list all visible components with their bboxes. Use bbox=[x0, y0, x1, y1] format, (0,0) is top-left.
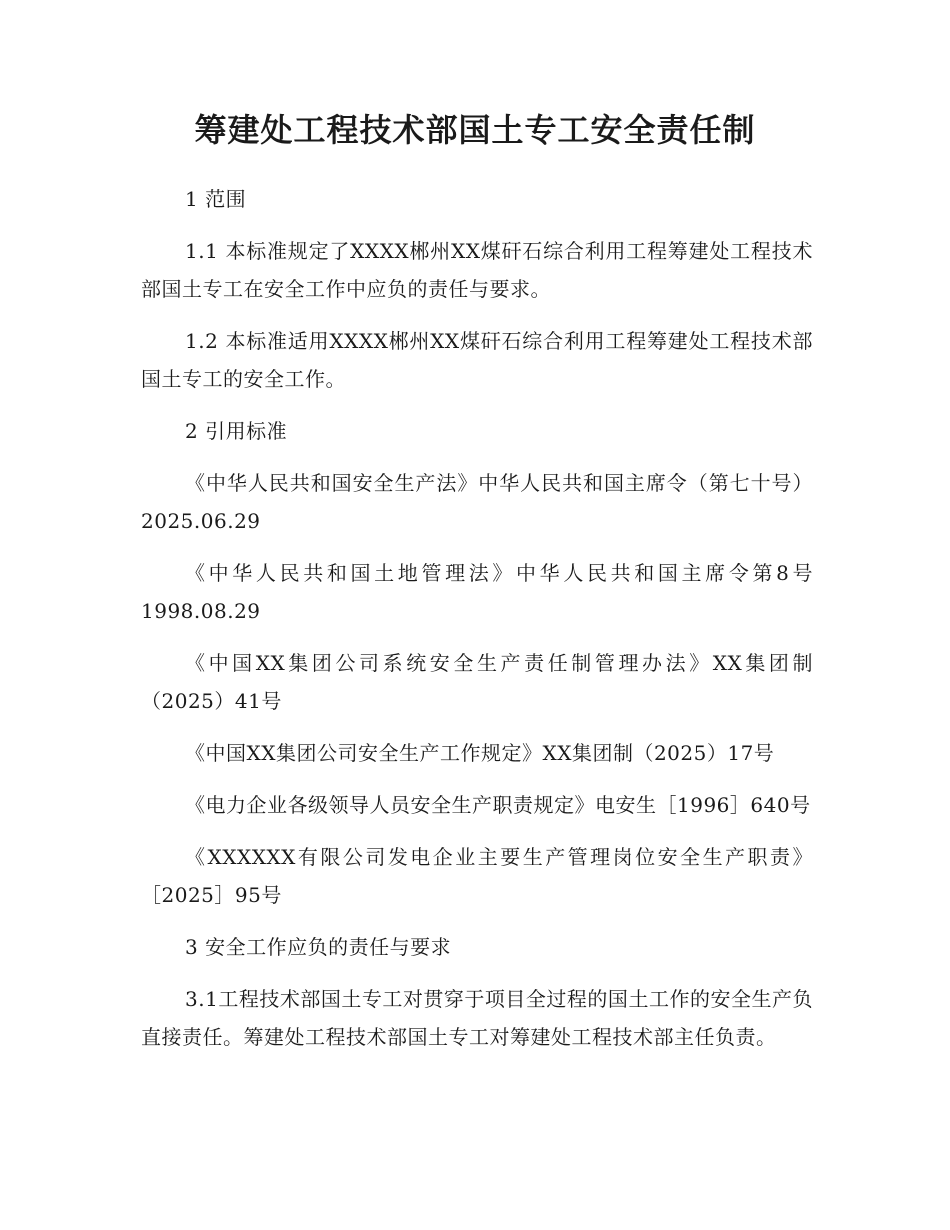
reference-item: 《XXXXXX有限公司发电企业主要生产管理岗位安全生产职责》［2025］95号 bbox=[141, 845, 813, 907]
reference-item: 《中国XX集团公司安全生产工作规定》XX集团制（2025）17号 bbox=[185, 741, 775, 765]
reference-item: 《中国XX集团公司系统安全生产责任制管理办法》XX集团制（2025）41号 bbox=[141, 651, 813, 713]
section-heading-responsibilities: 3 安全工作应负的责任与要求 bbox=[185, 935, 452, 959]
document-body bbox=[141, 166, 813, 1056]
document-title: 筹建处工程技术部国土专工安全责任制 bbox=[194, 111, 756, 149]
reference-item: 《中华人民共和国土地管理法》中华人民共和国主席令第8号1998.08.29 bbox=[141, 561, 813, 623]
clause-1-1: 1.1 本标准规定了XXXX郴州XX煤矸石综合利用工程筹建处工程技术部国土专工在安全工作中应负的责任与要求。 bbox=[141, 239, 813, 301]
clause-3-1: 3.1工程技术部国土专工对贯穿于项目全过程的国土工作的安全生产负直接责任。筹建处工程技术部国土专工对筹建处工程技术部主任负责。 bbox=[141, 987, 813, 1049]
reference-item: 《电力企业各级领导人员安全生产职责规定》电安生［1996］640号 bbox=[185, 793, 811, 817]
section-heading-scope: 1 范围 bbox=[185, 187, 247, 211]
clause-1-2: 1.2 本标准适用XXXX郴州XX煤矸石综合利用工程筹建处工程技术部国土专工的安全工作。 bbox=[141, 329, 813, 391]
section-heading-references: 2 引用标准 bbox=[185, 419, 288, 443]
reference-item: 《中华人民共和国安全生产法》中华人民共和国主席令（第七十号）2025.06.29 bbox=[141, 471, 813, 533]
